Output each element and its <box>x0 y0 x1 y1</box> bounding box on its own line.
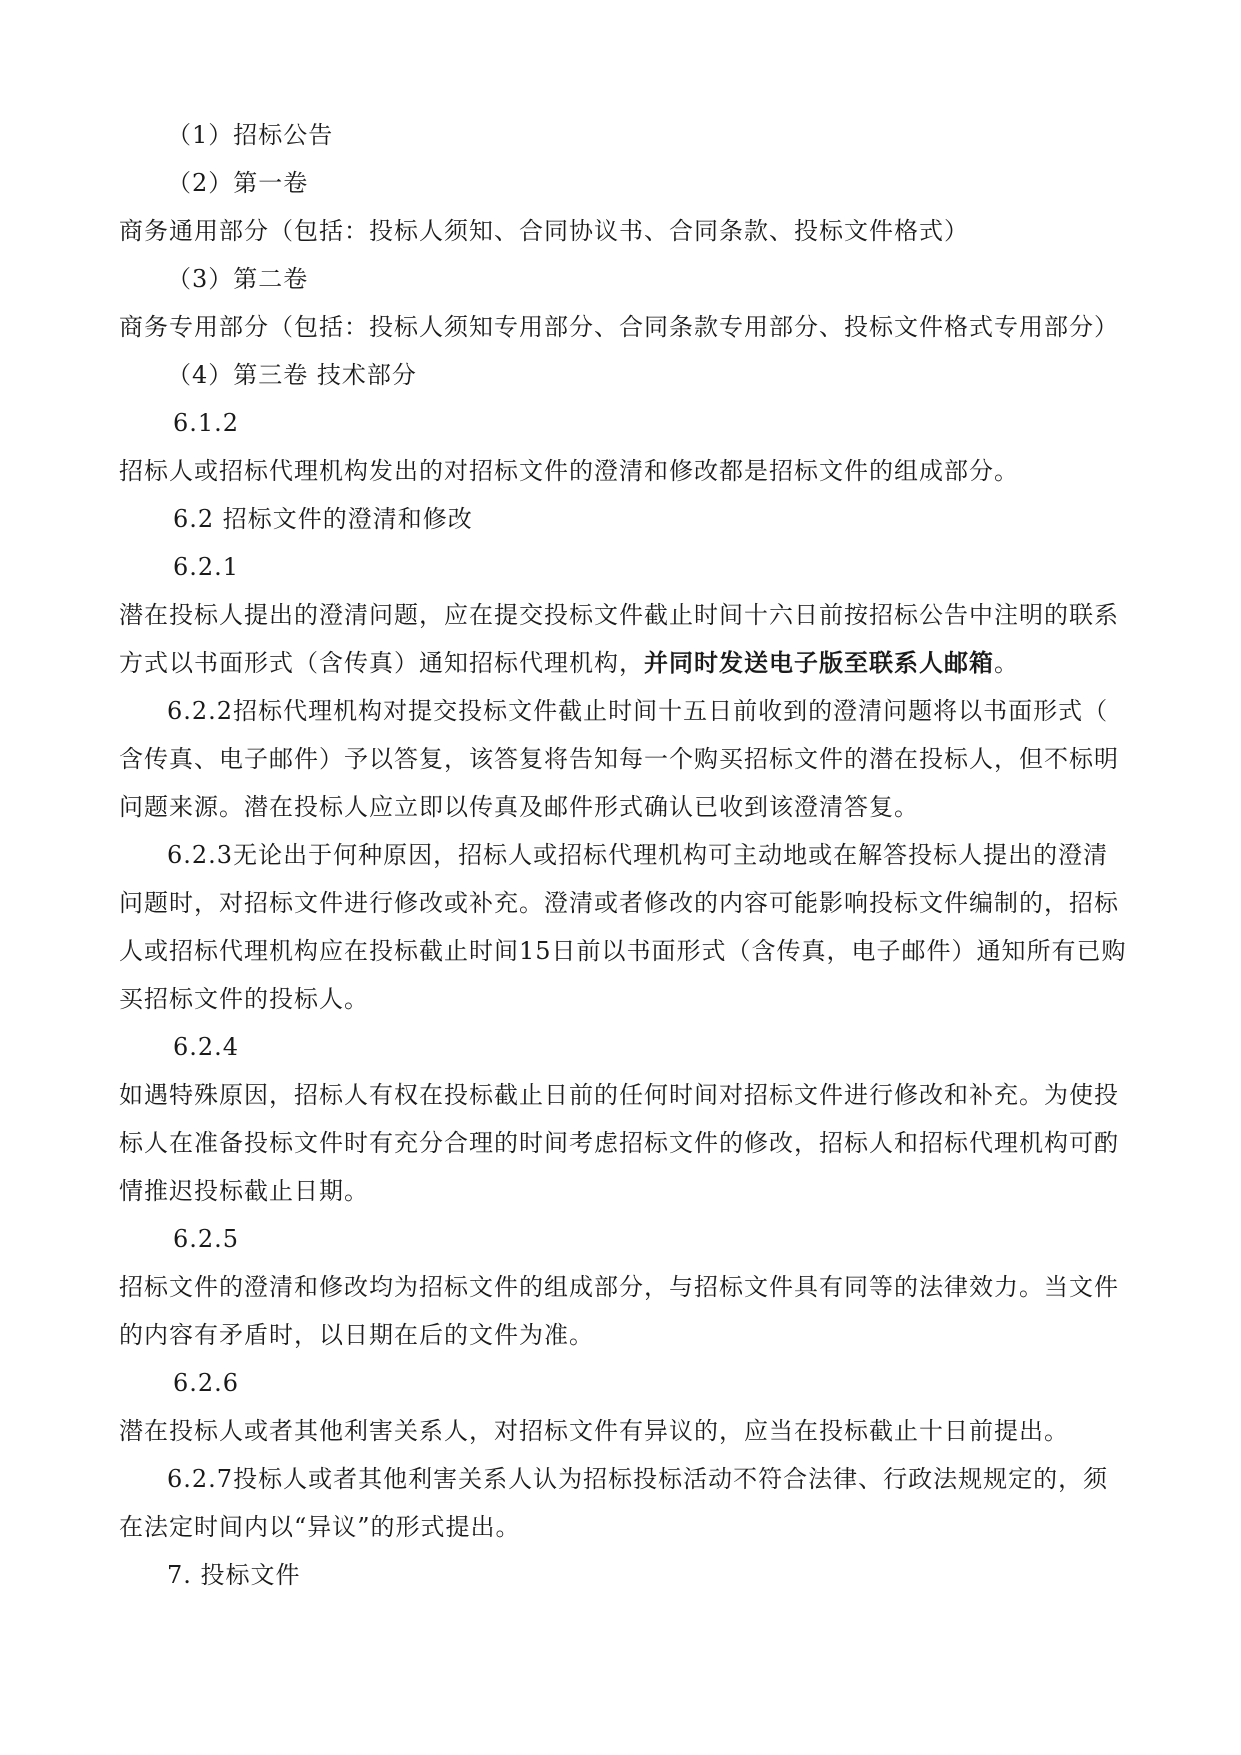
section-6-2-6-number: 6.2.6 <box>173 1369 240 1397</box>
section-6-2-1-text-line1: 潜在投标人提出的澄清问题，应在提交投标文件截止时间十六日前按招标公告中注明的联系 <box>119 601 1119 629</box>
item-1-announcement: （1）招标公告 <box>167 121 334 149</box>
section-6-2-7-text-line1: 6.2.7投标人或者其他利害关系人认为招标投标活动不符合法律、行政法规规定的，须 <box>167 1465 1109 1493</box>
section-6-1-2-number: 6.1.2 <box>173 409 240 437</box>
section-6-2-2-text-line1: 6.2.2招标代理机构对提交投标文件截止时间十五日前收到的澄清问题将以书面形式（ <box>167 697 1109 725</box>
section-6-2-5-text-line2: 的内容有矛盾时，以日期在后的文件为准。 <box>119 1321 594 1349</box>
section-6-2-7-text-line2: 在法定时间内以“异议”的形式提出。 <box>119 1513 521 1541</box>
section-6-2-1-text-line2 <box>119 648 1019 678</box>
item-3-volume-two: （3）第二卷 <box>167 265 309 293</box>
section-6-2-3-text-line1: 6.2.3无论出于何种原因，招标人或招标代理机构可主动地或在解答投标人提出的澄清 <box>167 841 1109 869</box>
item-2-volume-one: （2）第一卷 <box>167 169 309 197</box>
section-6-2-5-text-line1: 招标文件的澄清和修改均为招标文件的组成部分，与招标文件具有同等的法律效力。当文件 <box>119 1273 1119 1301</box>
section-6-2-4-number: 6.2.4 <box>173 1033 240 1061</box>
section-6-2-1-number: 6.2.1 <box>173 553 240 581</box>
item-4-volume-three: （4）第三卷 技术部分 <box>167 361 417 389</box>
section-6-2-1-text-bold: 并同时发送电子版至联系人邮箱 <box>644 648 994 677</box>
section-6-2-3-text-line4: 买招标文件的投标人。 <box>119 985 369 1013</box>
section-6-2-4-text-line3: 情推迟投标截止日期。 <box>119 1177 369 1205</box>
volume-two-description: 商务专用部分（包括：投标人须知专用部分、合同条款专用部分、投标文件格式专用部分） <box>119 313 1119 341</box>
section-6-2-heading: 6.2 招标文件的澄清和修改 <box>173 505 473 533</box>
section-6-2-6-text: 潜在投标人或者其他利害关系人，对招标文件有异议的，应当在投标截止十日前提出。 <box>119 1417 1069 1445</box>
section-6-2-3-text-line3: 人或招标代理机构应在投标截止时间15日前以书面形式（含传真，电子邮件）通知所有已购 <box>119 937 1127 965</box>
section-6-2-2-text-line2: 含传真、电子邮件）予以答复，该答复将告知每一个购买招标文件的潜在投标人，但不标明 <box>119 745 1119 773</box>
section-6-2-5-number: 6.2.5 <box>173 1225 240 1253</box>
section-6-2-2-text-line3: 问题来源。潜在投标人应立即以传真及邮件形式确认已收到该澄清答复。 <box>119 793 919 821</box>
section-6-2-4-text-line2: 标人在准备投标文件时有充分合理的时间考虑招标文件的修改，招标人和招标代理机构可酌 <box>119 1129 1119 1157</box>
section-6-2-3-text-line2: 问题时，对招标文件进行修改或补充。澄清或者修改的内容可能影响投标文件编制的，招标 <box>119 889 1119 917</box>
section-6-1-2-text: 招标人或招标代理机构发出的对招标文件的澄清和修改都是招标文件的组成部分。 <box>119 457 1019 485</box>
section-6-2-1-text-normal: 方式以书面形式（含传真）通知招标代理机构， <box>119 649 644 677</box>
section-7-heading: 7. 投标文件 <box>167 1561 301 1589</box>
volume-one-description: 商务通用部分（包括：投标人须知、合同协议书、合同条款、投标文件格式） <box>119 217 969 245</box>
section-6-2-4-text-line1: 如遇特殊原因，招标人有权在投标截止日前的任何时间对招标文件进行修改和补充。为使投 <box>119 1081 1119 1109</box>
section-6-2-1-text-end: 。 <box>994 649 1019 677</box>
